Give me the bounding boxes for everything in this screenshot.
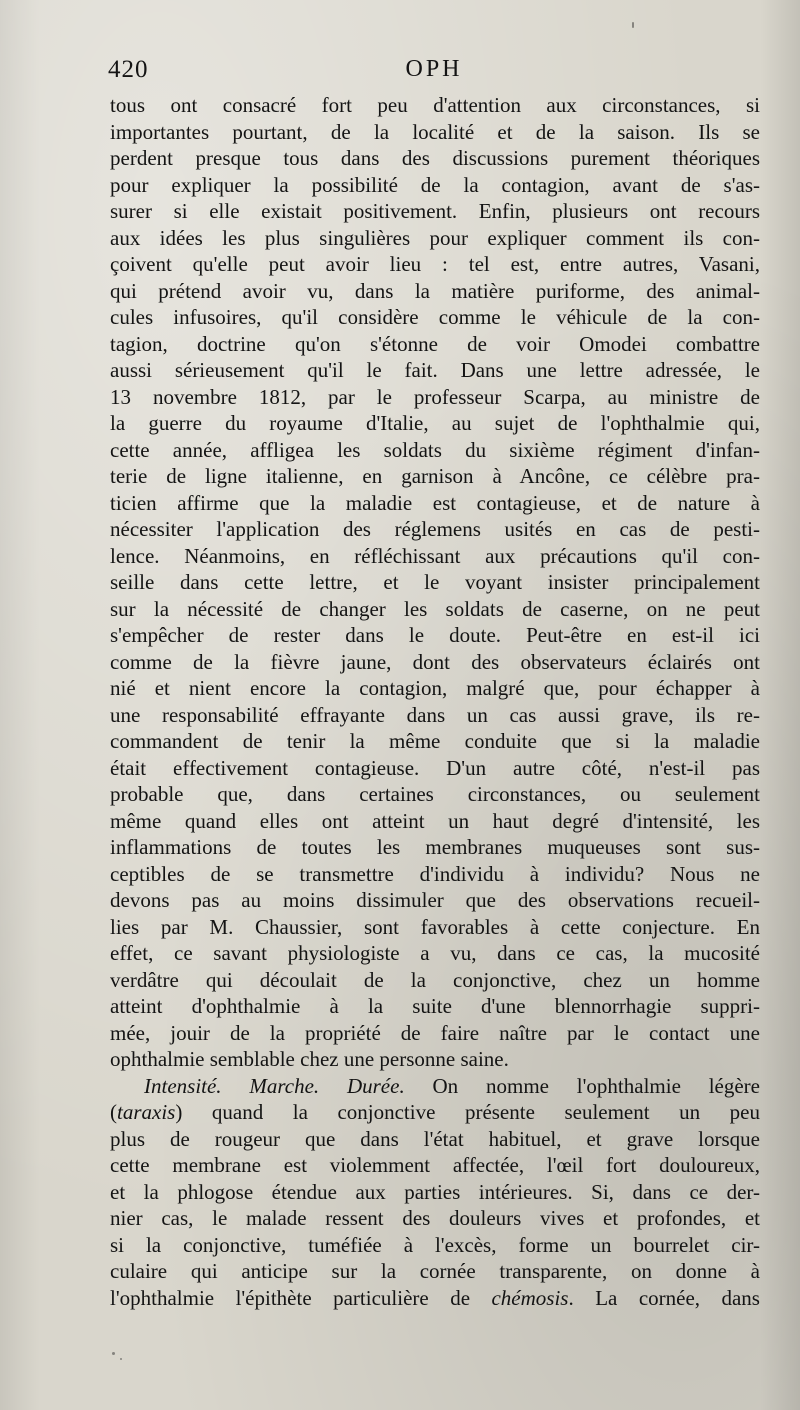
text-line: 13 novembre 1812, par le professeur Scarpa, au ministre de [110, 384, 760, 409]
text-line: ceptibles de se transmettre d'individu à individu? Nous ne [110, 861, 760, 886]
text-line: si la conjonctive, tuméfiée à l'excès, forme un bourrelet cir- [110, 1232, 760, 1257]
paper-speck [632, 22, 634, 28]
text-line: qui prétend avoir vu, dans la matière puriforme, des animal- [110, 278, 760, 303]
text-line: aussi sérieusement qu'il le fait. Dans une lettre adressée, le [110, 358, 760, 382]
paragraph-intensite [110, 1073, 760, 1312]
text-line: même quand elles ont atteint un haut degré d'intensité, les [110, 808, 760, 833]
text-line: çoivent qu'elle peut avoir lieu : tel est, entre autres, Vasani, [110, 252, 760, 276]
text-line: commandent de tenir la même conduite que si la maladie [110, 729, 760, 753]
section-lead: Intensité. Marche. Durée. [144, 1073, 405, 1098]
term-chemosis: chémosis [491, 1285, 569, 1310]
text-line: cette année, affligea les soldats du sixième régiment d'infan- [110, 437, 760, 462]
text-line: une responsabilité effrayante dans un cas aussi grave, ils re- [110, 702, 760, 727]
text-line: seille dans cette lettre, et le voyant insister principalement [110, 570, 760, 594]
text-line: mée, jouir de la propriété de faire naître par le contact une [110, 1020, 760, 1045]
text-line: cules infusoires, qu'il considère comme le véhicule de la con- [110, 305, 760, 329]
text-line [110, 1099, 760, 1126]
text-line: aux idées les plus singulières pour expliquer comment ils con- [110, 225, 760, 250]
term-taraxis: taraxis [117, 1100, 176, 1124]
text-line: verdâtre qui découlait de la conjonctive, chez un homme [110, 967, 760, 992]
text-line: nécessiter l'application des réglemens usités en cas de pesti- [110, 517, 760, 541]
text-line: cette membrane est violemment affectée, l'œil fort douloureux, [110, 1153, 760, 1177]
text-line: ophthalmie semblable chez une personne saine. [110, 1047, 509, 1071]
text-line: lies par M. Chaussier, sont favorables à cette conjecture. En [110, 914, 760, 939]
text-line: sur la nécessité de changer les soldats de caserne, on ne peut [110, 596, 760, 621]
text-line: pour expliquer la possibilité de la contagion, avant de s'as- [110, 172, 760, 197]
text-line: terie de ligne italienne, en garnison à Ancône, ce célèbre pra- [110, 464, 760, 488]
body-text [110, 92, 760, 1311]
paper-speck [120, 1358, 122, 1360]
text-line: la guerre du royaume d'Italie, au sujet de l'ophthalmie qui, [110, 411, 760, 435]
text-line: ticien affirme que la maladie est contagieuse, et de nature à [110, 490, 760, 515]
text-line: nié et nient encore la contagion, malgré que, pour échapper à [110, 676, 760, 700]
text-line: effet, ce savant physiologiste a vu, dans ce cas, la mucosité [110, 941, 760, 965]
text-line: comme de la fièvre jaune, dont des observateurs éclairés ont [110, 649, 760, 674]
text-line: tous ont consacré fort peu d'attention aux circonstances, si [110, 93, 760, 117]
text-line: était effectivement contagieuse. D'un autre côté, n'est-il pas [110, 755, 760, 780]
text-line: s'empêcher de rester dans le doute. Peut-être en est-il ici [110, 623, 760, 647]
page-header [108, 56, 760, 92]
text-line: lence. Néanmoins, en réfléchissant aux précautions qu'il con- [110, 543, 760, 568]
text-line: tagion, doctrine qu'on s'étonne de voir Omodei combattre [110, 331, 760, 356]
text-line: atteint d'ophthalmie à la suite d'une blennorrhagie suppri- [110, 994, 760, 1018]
text-line: et la phlogose étendue aux parties intérieures. Si, dans ce der- [110, 1179, 760, 1204]
paragraph-contagion [110, 92, 760, 1073]
text-line: importantes pourtant, de la localité et de la saison. Ils se [110, 119, 760, 144]
paper-speck [112, 1352, 115, 1355]
text-line: inflammations de toutes les membranes muqueuses sont sus- [110, 835, 760, 859]
text-line: nier cas, le malade ressent des douleurs vives et profondes, et [110, 1206, 760, 1230]
text-line: perdent presque tous dans des discussions purement théoriques [110, 146, 760, 170]
text-line: devons pas au moins dissimuler que des observations recueil- [110, 888, 760, 912]
text-line: plus de rougeur que dans l'état habituel, et grave lorsque [110, 1126, 760, 1151]
text-line [110, 1285, 760, 1312]
text-fragment: l'ophthalmie l'épithète particulière de [110, 1285, 492, 1310]
running-head: OPH [405, 56, 463, 82]
page-number: 420 [108, 56, 149, 83]
text-line: culaire qui anticipe sur la cornée transparente, on donne à [110, 1259, 760, 1283]
text-fragment: On nomme l'ophthalmie légère [404, 1073, 760, 1098]
text-fragment: ) quand la conjonctive présente seulement un peu [175, 1100, 760, 1124]
text-line: probable que, dans certaines circonstances, ou seulement [110, 782, 760, 806]
text-line: surer si elle existait positivement. Enfin, plusieurs ont recours [110, 199, 760, 223]
text-fragment: ( [110, 1100, 117, 1124]
text-line [110, 1073, 760, 1100]
text-fragment: . La cornée, dans [568, 1285, 760, 1310]
